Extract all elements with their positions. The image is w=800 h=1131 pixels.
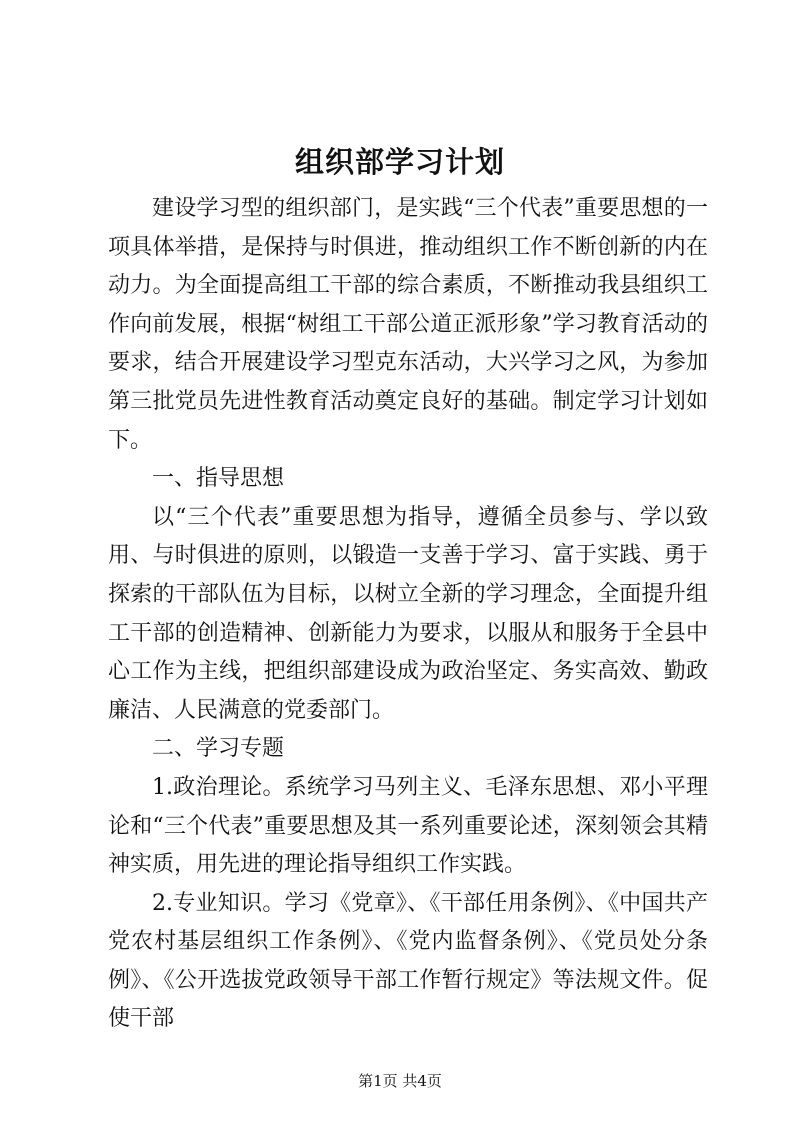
paragraph-political-theory: 1.政治理论。系统学习马列主义、毛泽东思想、邓小平理论和“三个代表”重要思想及其一系列重要论述，深刻领会其精神实质，用先进的理论指导组织工作实践。 — [108, 774, 708, 878]
page-footer: 第1页 共4页 — [358, 1072, 442, 1090]
paragraph-intro: 建设学习型的组织部门，是实践“三个代表”重要思想的一项具体举措，是保持与时俱进，推动组织工作不断创新的内在动力。为全面提高组工干部的综合素质，不断推动我县组织工作向前发展，根据“树组工干部公道正派形象”学习教育活动的要求，结合开展建设学习型克东活动，大兴学习之风，为参加第三批党员先进性教育活动奠定良好的基础。制定学习计划如下。 — [108, 196, 708, 453]
section-heading-guiding-thought: 一、指导思想 — [152, 466, 285, 492]
paragraph-guiding-thought: 以“三个代表”重要思想为指导，遵循全员参与、学以致用、与时俱进的原则，以锻造一支善于学习、富于实践、勇于探索的干部队伍为目标，以树立全新的学习理念，全面提升组工干部的创造精神、创新能力为要求，以服从和服务于全县中心工作为主线，把组织部建设成为政治坚定、务实高效、勤政廉洁、人民满意的党委部门。 — [108, 504, 708, 723]
document-body — [108, 190, 708, 1039]
document-title: 组织部学习计划 — [294, 145, 505, 179]
section-heading-study-topics: 二、学习专题 — [152, 736, 285, 762]
paragraph-professional-knowledge: 2.专业知识。学习《党章》、《干部任用条例》、《中国共产党农村基层组织工作条例》、《党内监督条例》、《党员处分条例》、《公开选拔党政领导干部工作暂行规定》等法规文件。促使干部 — [108, 890, 708, 1032]
